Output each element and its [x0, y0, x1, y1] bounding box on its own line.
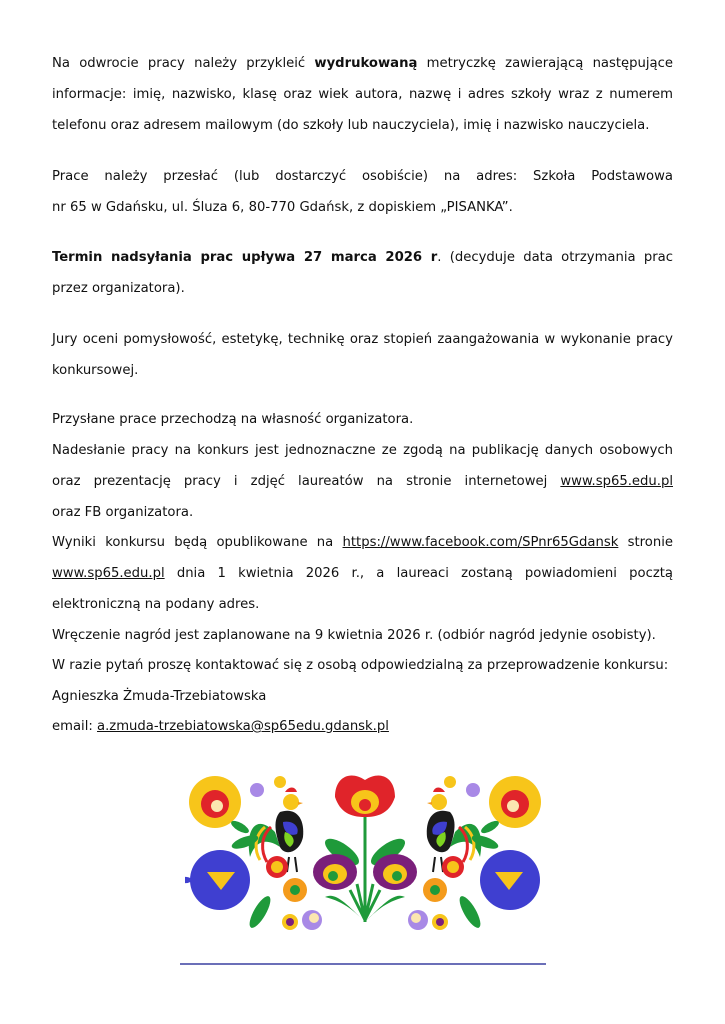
- para5-line9: W razie pytań proszę kontaktować się z osobą odpowiedzialną za przeprowadzenie konkursu:: [52, 658, 669, 673]
- para5-line8: Wręczenie nagród jest zaplanowane na 9 kwietnia 2026 r. (odbiór nagród jedynie osobisty).: [52, 628, 656, 643]
- email-link[interactable]: a.zmuda-trzebiatowska@sp65edu.gdansk.pl: [97, 719, 389, 734]
- text: . (decyduje data otrzymania prac: [437, 250, 673, 265]
- para5-line2: Nadesłanie pracy na konkurs jest jednoznaczne ze zgodą na publikację danych osobowych: [52, 443, 673, 458]
- para5-line7: elektroniczną na podany adres.: [52, 597, 260, 612]
- blue-flowers-icon: [185, 850, 540, 910]
- para1-line2: informacje: imię, nazwisko, klasę oraz wiek autora, nazwę i adres szkoły wraz z numerem: [52, 87, 673, 102]
- text: Na odwrocie pracy należy przykleić: [52, 56, 315, 71]
- para3-line2: przez organizatora).: [52, 281, 185, 296]
- para3-line1: [52, 242, 673, 273]
- text: dnia 1 kwietnia 2026 r., a laureaci zostaną powiadomieni pocztą: [164, 566, 673, 581]
- deadline-bold: Termin nadsyłania prac upływa 27 marca 2026 r: [52, 250, 438, 265]
- para1-line3: telefonu oraz adresem mailowym (do szkoły lub nauczyciela), imię i nazwisko nauczyciela.: [52, 118, 650, 133]
- bold-text: wydrukowaną: [314, 56, 418, 71]
- para5-line4: oraz FB organizatora.: [52, 505, 194, 520]
- text: Wyniki konkursu będą opublikowane na: [52, 535, 343, 550]
- para4-line2: konkursowej.: [52, 363, 139, 378]
- footer-divider: [180, 963, 546, 965]
- para2-line1: Prace należy przesłać (lub dostarczyć osobiście) na adres: Szkoła Podstawowa: [52, 169, 673, 184]
- para5-line3: [52, 466, 673, 497]
- para5-line11: [52, 711, 673, 742]
- para4-line1: Jury oceni pomysłowość, estetykę, technikę oraz stopień zaangażowania w wykonanie pracy: [52, 332, 673, 347]
- facebook-link[interactable]: https://www.facebook.com/SPnr65Gdansk: [342, 535, 619, 550]
- text: metryczkę zawierającą następujące: [417, 56, 673, 71]
- email-label: email:: [52, 719, 98, 734]
- center-plant-icon: [321, 775, 409, 922]
- para2-line2: nr 65 w Gdańsku, ul. Śluza 6, 80-770 Gdańsk, z dopiskiem „PISANKA”.: [52, 200, 513, 215]
- para5-line1: Przysłane prace przechodzą na własność organizatora.: [52, 412, 414, 427]
- para5-line6: [52, 558, 673, 589]
- contact-name: Agnieszka Żmuda-Trzebiatowska: [52, 689, 267, 704]
- text: oraz prezentację pracy i zdjęć laureatów na stronie internetowej: [52, 474, 561, 489]
- text: stronie: [618, 535, 673, 550]
- folk-art-ornament: [185, 772, 545, 932]
- para1-line1: [52, 48, 673, 79]
- website-link-2[interactable]: www.sp65.edu.pl: [52, 566, 165, 581]
- para5-line5: [52, 527, 673, 558]
- website-link[interactable]: www.sp65.edu.pl: [560, 474, 673, 489]
